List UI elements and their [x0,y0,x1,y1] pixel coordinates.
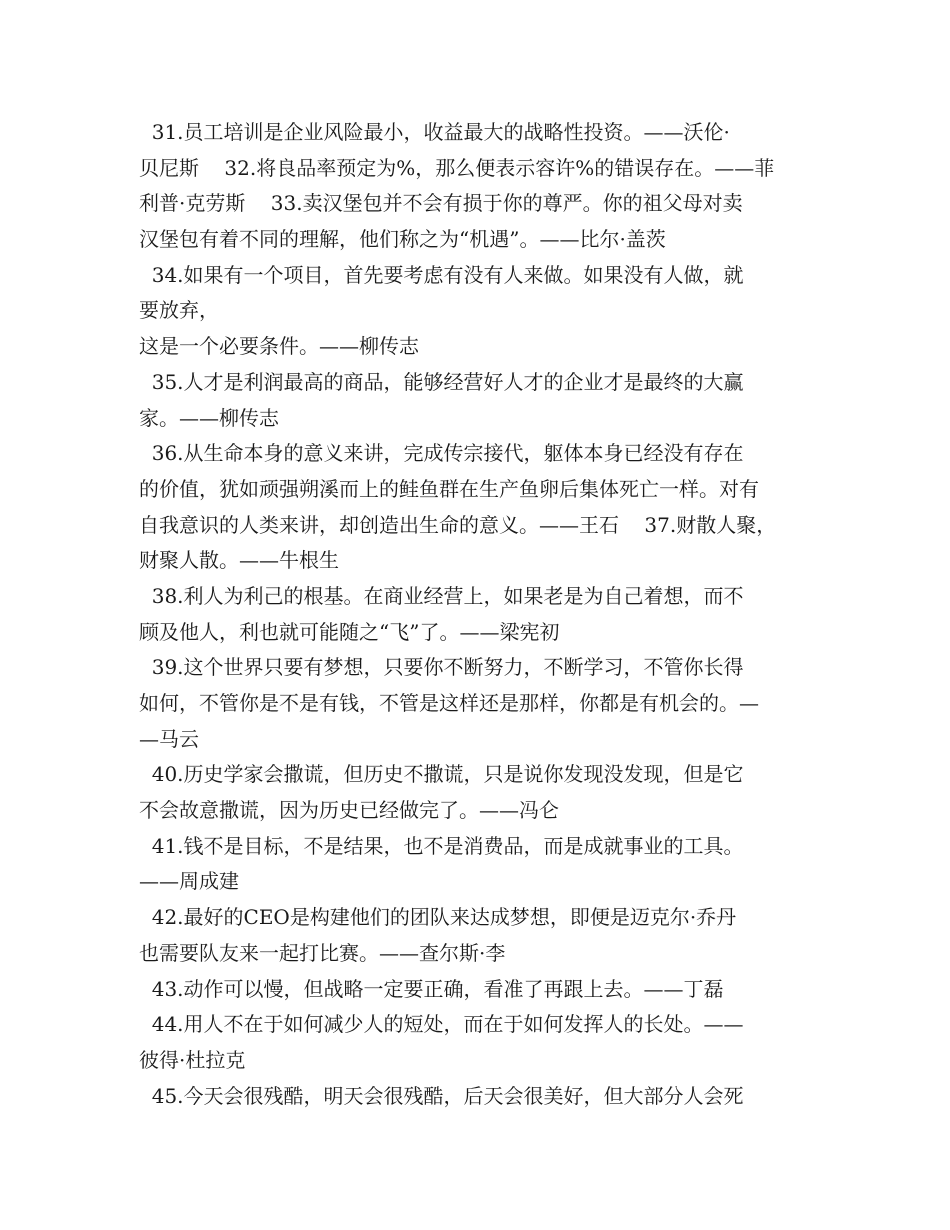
document-body [139,115,819,1114]
text-line: 38.利人为利己的根基。在商业经营上，如果老是为自己着想，而不 [139,583,744,608]
text-line: 彼得·杜拉克 [139,1047,246,1072]
text-line: 31.员工培训是企业风险最小，收益最大的战略性投资。——沃伦· [139,120,730,144]
text-line: 35.人才是利润最高的商品，能够经营好人才的企业才是最终的大赢 [139,369,744,394]
text-line: 42.最好的CEO是构建他们的团队来达成梦想，即便是迈克尔·乔丹 [139,905,737,930]
text-line: ——周成建 [139,869,239,894]
text-line: 45.今天会很残酷，明天会很残酷，后天会很美好，但大部分人会死 [139,1083,744,1108]
text-line: 41.钱不是目标，不是结果，也不是消费品，而是成就事业的工具。 [139,833,744,858]
text-line: 的价值，犹如顽强朔溪而上的鲑鱼群在生产鱼卵后集体死亡一样。对有 [139,476,759,501]
text-line: 顾及他人，利也就可能随之“飞”了。——梁宪初 [139,619,560,644]
text-line: 家。——柳传志 [139,405,279,430]
text-line: 财聚人散。——牛根生 [139,548,339,573]
text-line: 40.历史学家会撒谎，但历史不撒谎，只是说你发现没发现，但是它 [139,762,744,787]
text-line: 利普·克劳斯 33.卖汉堡包并不会有损于你的尊严。你的祖父母对卖 [139,191,743,216]
text-line: 34.如果有一个项目，首先要考虑有没有人来做。如果没有人做，就 [139,262,744,287]
text-line: 自我意识的人类来讲，却创造出生命的意义。——王石 37.财散人聚， [139,512,777,537]
text-line: 39.这个世界只要有梦想，只要你不断努力，不断学习，不管你长得 [139,655,744,680]
text-line: 贝尼斯 32.将良品率预定为%，那么便表示容许%的错误存在。——菲 [139,155,775,180]
text-line: 要放弃， [139,298,219,323]
text-line: 这是一个必要条件。——柳传志 [139,334,419,359]
text-line: 43.动作可以慢，但战略一定要正确，看准了再跟上去。——丁磊 [139,976,724,1001]
text-line: 44.用人不在于如何减少人的短处，而在于如何发挥人的长处。—— [139,1012,744,1037]
text-line: 不会故意撒谎，因为历史已经做完了。——冯仑 [139,798,559,823]
text-line: —马云 [139,726,199,751]
text-line: 如何，不管你是不是有钱，不管是这样还是那样，你都是有机会的。— [139,691,759,715]
text-line: 36.从生命本身的意义来讲，完成传宗接代，躯体本身已经没有存在 [139,441,744,466]
text-line: 汉堡包有着不同的理解，他们称之为“机遇”。——比尔·盖茨 [139,227,666,252]
text-line: 也需要队友来一起打比赛。——查尔斯·李 [139,940,506,965]
